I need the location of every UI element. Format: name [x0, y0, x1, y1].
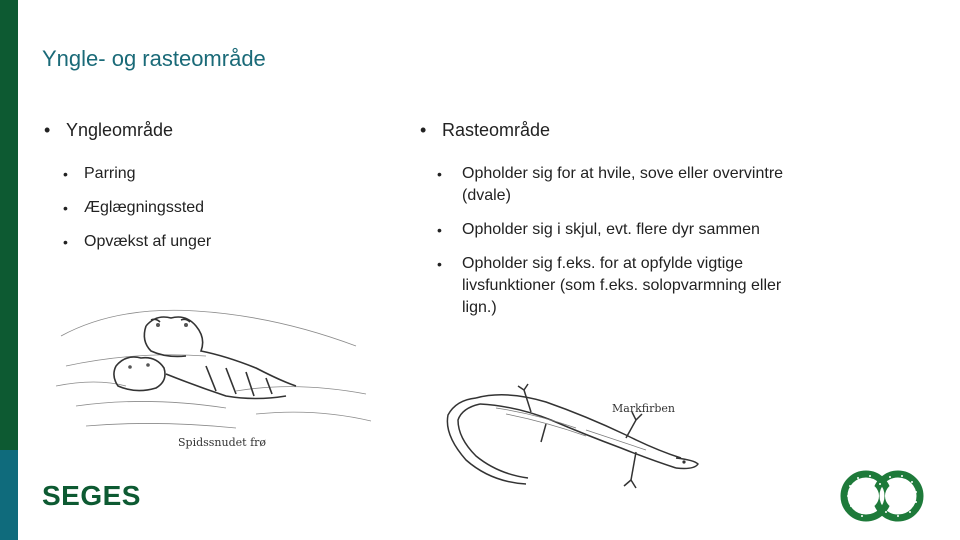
side-accent-bar-teal [0, 450, 18, 540]
frog-illustration [56, 296, 376, 436]
side-accent-bar-green [0, 0, 18, 450]
seges-logo: SEGES [42, 480, 141, 511]
right-heading: • Rasteområde [420, 120, 800, 141]
lizard-caption: Markfirben [612, 402, 675, 415]
left-item: • Parring [63, 163, 364, 185]
left-item: • Opvækst af unger [63, 231, 364, 253]
left-item: • Æglægningssted [63, 197, 364, 219]
right-item: • Opholder sig i skjul, evt. flere dyr sammen [437, 219, 800, 241]
left-column [44, 120, 364, 265]
right-item: • Opholder sig f.eks. for at opfylde vigtige livsfunktioner (som f.eks. solopvarmning eller lign.) [437, 253, 800, 319]
left-heading: • Yngleområde [44, 120, 364, 141]
lizard-illustration [436, 380, 706, 492]
frog-caption: Spidssnudet frø [178, 436, 267, 449]
partner-logo-icon [840, 470, 924, 522]
right-column [420, 120, 800, 331]
slide-title: Yngle- og rasteområde [42, 46, 266, 71]
right-item: • Opholder sig for at hvile, sove eller overvintre (dvale) [437, 163, 800, 207]
